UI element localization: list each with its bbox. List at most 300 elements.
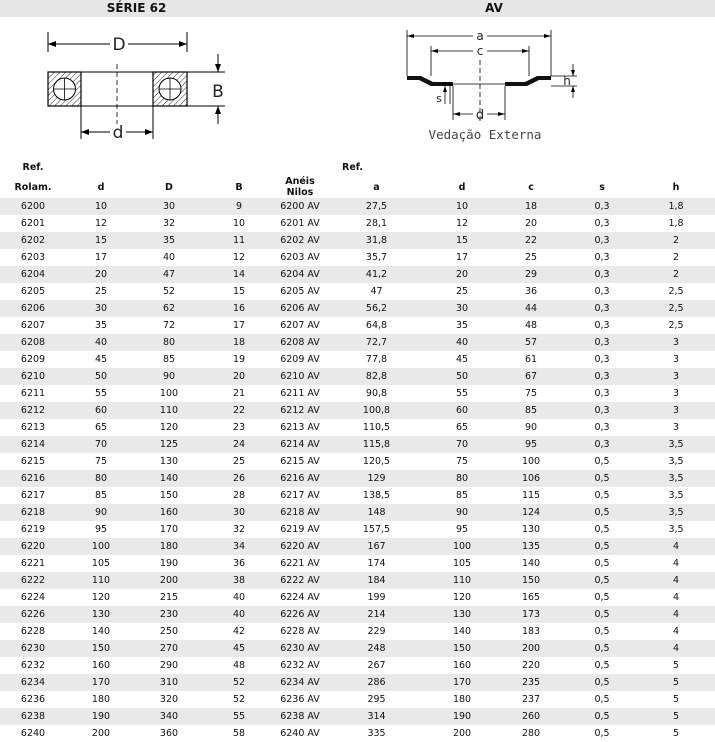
col-s-cell: 0,5 [567,725,637,742]
col-rolam-cell: 6240 [0,725,66,742]
col-a-cell: 72,7 [324,334,429,351]
col-a-cell: 335 [324,725,429,742]
col-d-cell: 105 [66,555,136,572]
col-B-cell: 30 [202,504,276,521]
table-row [0,419,715,436]
table-row [0,402,715,419]
col-B-cell: 48 [202,657,276,674]
col-rolam-cell: 6202 [0,232,66,249]
col-h-cell: 3 [637,419,715,436]
table-row [0,725,715,742]
col-B-cell: 34 [202,538,276,555]
col-B-cell: 11 [202,232,276,249]
col-B-cell: 23 [202,419,276,436]
col-c-cell: 90 [495,419,567,436]
col-h-cell: 2,5 [637,300,715,317]
col-a-cell: 157,5 [324,521,429,538]
col-d-cell: 15 [66,232,136,249]
col-D-cell: 200 [136,572,202,589]
col-D-cell: 80 [136,334,202,351]
col-a-cell: 295 [324,691,429,708]
col-D-cell: 40 [136,249,202,266]
col-d-ring-cell: 75 [429,453,495,470]
col-rolam-cell: 6212 [0,402,66,419]
col-B-cell: 24 [202,436,276,453]
col-B-cell: 45 [202,640,276,657]
col-d-ring-cell: 160 [429,657,495,674]
col-h-cell: 3,5 [637,521,715,538]
dim-a-label: a [476,29,484,43]
col-d-ring-cell: 95 [429,521,495,538]
serie-header: SÉRIE 62 [0,0,273,17]
col-aneis-nilos-cell: 6205 AV [276,283,324,300]
ref-nilos-header: Ref. [342,162,363,173]
col-d-ring-cell: 45 [429,351,495,368]
col-aneis-nilos-cell: 6200 AV [276,198,324,215]
col-h-cell: 2 [637,232,715,249]
col-rolam-cell: 6209 [0,351,66,368]
table-row [0,266,715,283]
col-B-cell: 25 [202,453,276,470]
col-d-ring-cell: 190 [429,708,495,725]
col-rolam-cell: 6220 [0,538,66,555]
col-D-cell: 140 [136,470,202,487]
col-a-cell: 47 [324,283,429,300]
col-d-cell: 40 [66,334,136,351]
col-B-cell: 14 [202,266,276,283]
col-s-cell: 0,5 [567,555,637,572]
table-row [0,351,715,368]
table-row [0,504,715,521]
col-D-cell: 110 [136,402,202,419]
col-D-cell: 62 [136,300,202,317]
col-B-cell: 52 [202,674,276,691]
col-c-cell: 220 [495,657,567,674]
col-B-cell: 40 [202,589,276,606]
col-D-cell: 290 [136,657,202,674]
col-h-cell: 3,5 [637,436,715,453]
col-d-cell: 20 [66,266,136,283]
col-s-cell: 0,5 [567,453,637,470]
col-d-cell: 85 [66,487,136,504]
col-d-cell: 120 [66,589,136,606]
col-s-header: s [599,181,605,193]
col-rolam-cell: 6236 [0,691,66,708]
col-a-cell: 115,8 [324,436,429,453]
col-h-cell: 4 [637,589,715,606]
col-s-cell: 0,3 [567,385,637,402]
col-c-cell: 183 [495,623,567,640]
col-rolam-cell: 6218 [0,504,66,521]
col-B-cell: 40 [202,606,276,623]
col-D-cell: 270 [136,640,202,657]
col-a-cell: 100,8 [324,402,429,419]
col-aneis-nilos-cell: 6209 AV [276,351,324,368]
col-D-cell: 120 [136,419,202,436]
table-row [0,470,715,487]
col-a-cell: 41,2 [324,266,429,283]
table-row [0,572,715,589]
col-a-cell: 110,5 [324,419,429,436]
col-B-cell: 26 [202,470,276,487]
col-D-cell: 230 [136,606,202,623]
col-s-cell: 0,5 [567,623,637,640]
col-rolam-cell: 6228 [0,623,66,640]
col-h-cell: 2,5 [637,317,715,334]
col-d-ring-cell: 130 [429,606,495,623]
col-s-cell: 0,3 [567,368,637,385]
table-row [0,368,715,385]
col-c-cell: 95 [495,436,567,453]
col-D-header: D [165,181,173,193]
col-d-ring-cell: 30 [429,300,495,317]
col-d-ring-cell: 60 [429,402,495,419]
table-row [0,623,715,640]
col-d-cell: 130 [66,606,136,623]
col-d-cell: 12 [66,215,136,232]
table-column-headers [0,176,715,198]
col-h-cell: 5 [637,657,715,674]
col-c-cell: 48 [495,317,567,334]
col-h-cell: 5 [637,674,715,691]
col-D-cell: 360 [136,725,202,742]
col-a-cell: 167 [324,538,429,555]
col-a-cell: 28,1 [324,215,429,232]
table-row [0,436,715,453]
vedacao-caption: Vedação Externa [428,127,542,142]
col-rolam-cell: 6222 [0,572,66,589]
col-rolam-cell: 6200 [0,198,66,215]
col-s-cell: 0,3 [567,351,637,368]
col-d-cell: 110 [66,572,136,589]
col-aneis-nilos-cell: 6221 AV [276,555,324,572]
col-h-cell: 2,5 [637,283,715,300]
dim-c-label: c [476,44,484,58]
col-rolam-cell: 6232 [0,657,66,674]
col-a-cell: 77,8 [324,351,429,368]
nilos-ring-diagram [395,24,590,154]
col-d-ring-cell: 70 [429,436,495,453]
col-aneis-nilos-cell: 6204 AV [276,266,324,283]
col-aneis-nilos-cell: 6226 AV [276,606,324,623]
col-d-ring-cell: 17 [429,249,495,266]
col-a-cell: 248 [324,640,429,657]
col-c-cell: 22 [495,232,567,249]
col-s-cell: 0,5 [567,589,637,606]
col-h-cell: 2 [637,266,715,283]
table-row [0,708,715,725]
col-a-cell: 214 [324,606,429,623]
dimensions-table [0,159,715,742]
col-aneis-nilos-cell: 6203 AV [276,249,324,266]
col-B-cell: 22 [202,402,276,419]
col-B-cell: 18 [202,334,276,351]
col-rolam-cell: 6226 [0,606,66,623]
col-D-cell: 52 [136,283,202,300]
col-c-cell: 235 [495,674,567,691]
col-c-cell: 165 [495,589,567,606]
col-h-cell: 3 [637,402,715,419]
col-a-cell: 286 [324,674,429,691]
col-B-cell: 9 [202,198,276,215]
col-d-cell: 150 [66,640,136,657]
table-row [0,317,715,334]
col-rolam-cell: 6230 [0,640,66,657]
col-c-cell: 106 [495,470,567,487]
col-aneis-nilos-cell: 6216 AV [276,470,324,487]
col-D-cell: 340 [136,708,202,725]
col-d-header: d [97,181,105,193]
col-c-cell: 150 [495,572,567,589]
col-d-cell: 100 [66,538,136,555]
col-rolam-cell: 6224 [0,589,66,606]
col-rolam-cell: 6216 [0,470,66,487]
col-aneis-nilos-cell: 6202 AV [276,232,324,249]
col-B-cell: 19 [202,351,276,368]
table-body [0,198,715,742]
table-row [0,198,715,215]
col-d-ring-cell: 15 [429,232,495,249]
col-s-cell: 0,5 [567,606,637,623]
col-d-cell: 70 [66,436,136,453]
col-rolam-cell: 6210 [0,368,66,385]
col-D-cell: 125 [136,436,202,453]
col-d-ring-cell: 35 [429,317,495,334]
col-h-cell: 4 [637,606,715,623]
col-s-cell: 0,5 [567,640,637,657]
col-d-cell: 10 [66,198,136,215]
table-row [0,606,715,623]
col-B-cell: 16 [202,300,276,317]
col-d-cell: 30 [66,300,136,317]
col-B-cell: 28 [202,487,276,504]
col-aneis-nilos-cell: 6206 AV [276,300,324,317]
col-c-cell: 100 [495,453,567,470]
col-rolam-cell: 6238 [0,708,66,725]
col-aneis-nilos-cell: 6220 AV [276,538,324,555]
col-B-cell: 12 [202,249,276,266]
col-h-cell: 1,8 [637,198,715,215]
ref-rolam-header: Ref. [22,162,44,173]
col-s-cell: 0,3 [567,249,637,266]
col-rolam-cell: 6207 [0,317,66,334]
col-B-cell: 21 [202,385,276,402]
col-h-cell: 4 [637,555,715,572]
col-D-cell: 35 [136,232,202,249]
col-d-cell: 170 [66,674,136,691]
col-s-cell: 0,3 [567,334,637,351]
col-D-cell: 190 [136,555,202,572]
col-h-cell: 4 [637,572,715,589]
col-c-cell: 57 [495,334,567,351]
col-D-cell: 180 [136,538,202,555]
table-row [0,640,715,657]
col-a-cell: 27,5 [324,198,429,215]
col-aneis-nilos-cell: 6240 AV [276,725,324,742]
col-c-cell: 85 [495,402,567,419]
col-d-ring-cell: 180 [429,691,495,708]
col-d-ring-cell: 25 [429,283,495,300]
dim-B-label: B [212,82,224,102]
col-c-cell: 25 [495,249,567,266]
col-a-cell: 184 [324,572,429,589]
col-c-cell: 29 [495,266,567,283]
nilos-ring-drawing [395,24,590,154]
col-d-ring-cell: 50 [429,368,495,385]
col-aneis-nilos-cell: 6201 AV [276,215,324,232]
col-d-ring-cell: 80 [429,470,495,487]
col-a-cell: 64,8 [324,317,429,334]
col-rolam-cell: 6217 [0,487,66,504]
table-row [0,691,715,708]
av-header: AV [273,0,715,17]
col-B-cell: 20 [202,368,276,385]
col-aneis-nilos-cell: 6232 AV [276,657,324,674]
col-h-cell: 4 [637,623,715,640]
col-h-cell: 3,5 [637,453,715,470]
table-row [0,249,715,266]
col-h-cell: 2 [637,249,715,266]
col-d-cell: 140 [66,623,136,640]
col-a-cell: 129 [324,470,429,487]
col-d-ring-cell: 200 [429,725,495,742]
col-d-ring-cell: 65 [429,419,495,436]
col-a-cell: 267 [324,657,429,674]
col-a-cell: 314 [324,708,429,725]
col-s-cell: 0,3 [567,266,637,283]
col-h-cell: 5 [637,691,715,708]
col-rolam-cell: 6213 [0,419,66,436]
col-c-cell: 36 [495,283,567,300]
table-row [0,589,715,606]
table-row [0,232,715,249]
col-d-ring-cell: 105 [429,555,495,572]
table-head-top [0,159,715,176]
col-c-cell: 140 [495,555,567,572]
col-s-cell: 0,3 [567,419,637,436]
col-s-cell: 0,5 [567,674,637,691]
bearing-diagram [40,24,240,154]
col-c-cell: 75 [495,385,567,402]
col-h-cell: 3,5 [637,470,715,487]
col-rolam-cell: 6215 [0,453,66,470]
dim-h-label: h [563,74,571,88]
col-h-cell: 4 [637,640,715,657]
col-d-cell: 45 [66,351,136,368]
col-h-cell: 3 [637,334,715,351]
col-B-cell: 58 [202,725,276,742]
table-row [0,334,715,351]
col-d-ring-cell: 40 [429,334,495,351]
col-aneis-nilos-cell: 6228 AV [276,623,324,640]
col-s-cell: 0,5 [567,572,637,589]
col-rolam-cell: 6203 [0,249,66,266]
col-d-ring-cell: 120 [429,589,495,606]
col-h-cell: 3 [637,385,715,402]
table-row [0,215,715,232]
col-s-cell: 0,3 [567,215,637,232]
col-rolam-cell: 6221 [0,555,66,572]
col-d-cell: 55 [66,385,136,402]
col-rolam-cell: 6208 [0,334,66,351]
col-aneis-nilos-cell: 6212 AV [276,402,324,419]
col-h-header: h [672,181,680,193]
col-rolam-cell: 6201 [0,215,66,232]
col-a-cell: 120,5 [324,453,429,470]
col-aneis-nilos-cell: 6208 AV [276,334,324,351]
col-h-cell: 4 [637,538,715,555]
table-row [0,385,715,402]
col-d-ring-cell: 140 [429,623,495,640]
col-B-cell: 38 [202,572,276,589]
col-d-cell: 180 [66,691,136,708]
col-aneis-nilos-cell: 6210 AV [276,368,324,385]
table-row [0,283,715,300]
col-rolam-cell: 6205 [0,283,66,300]
col-aneis-nilos-cell: 6234 AV [276,674,324,691]
col-s-cell: 0,5 [567,538,637,555]
col-h-cell: 3 [637,351,715,368]
col-D-cell: 100 [136,385,202,402]
table-row [0,555,715,572]
col-aneis-nilos-cell: 6217 AV [276,487,324,504]
col-D-cell: 215 [136,589,202,606]
dim-D-label: D [112,35,126,55]
col-d-ring-cell: 85 [429,487,495,504]
col-s-cell: 0,5 [567,708,637,725]
col-aneis-nilos-cell: 6207 AV [276,317,324,334]
col-d-cell: 17 [66,249,136,266]
col-B-cell: 15 [202,283,276,300]
col-h-cell: 3,5 [637,487,715,504]
col-c-cell: 135 [495,538,567,555]
col-a-cell: 31,8 [324,232,429,249]
col-d-cell: 35 [66,317,136,334]
col-c-cell: 260 [495,708,567,725]
col-a-cell: 90,8 [324,385,429,402]
col-c-cell: 18 [495,198,567,215]
col-s-cell: 0,3 [567,300,637,317]
col-aneis-nilos-cell: 6214 AV [276,436,324,453]
col-s-cell: 0,5 [567,504,637,521]
col-d-ring-header: d [458,181,466,193]
col-s-cell: 0,5 [567,521,637,538]
col-h-cell: 3,5 [637,504,715,521]
col-a-header: a [373,181,380,193]
col-s-cell: 0,5 [567,657,637,674]
col-s-cell: 0,5 [567,691,637,708]
col-s-cell: 0,3 [567,283,637,300]
col-aneis-nilos-cell: 6230 AV [276,640,324,657]
col-d-ring-cell: 150 [429,640,495,657]
col-D-cell: 160 [136,504,202,521]
col-d-cell: 200 [66,725,136,742]
col-D-cell: 320 [136,691,202,708]
col-c-cell: 237 [495,691,567,708]
col-B-cell: 10 [202,215,276,232]
col-s-cell: 0,3 [567,198,637,215]
col-s-cell: 0,3 [567,317,637,334]
col-rolam-cell: 6211 [0,385,66,402]
col-rolam-cell: 6219 [0,521,66,538]
col-a-cell: 82,8 [324,368,429,385]
col-d-cell: 75 [66,453,136,470]
col-h-cell: 5 [637,725,715,742]
col-d-cell: 25 [66,283,136,300]
col-h-cell: 1,8 [637,215,715,232]
col-D-cell: 250 [136,623,202,640]
col-d-cell: 95 [66,521,136,538]
